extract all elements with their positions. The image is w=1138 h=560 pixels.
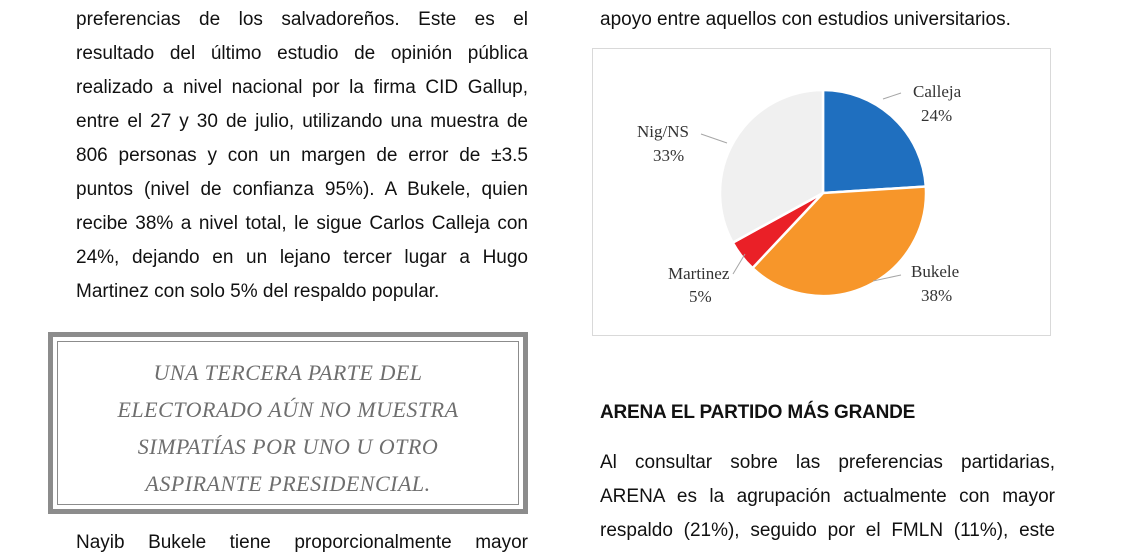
slice-name-label: Nig/NS bbox=[637, 122, 689, 141]
slice-name-label: Calleja bbox=[913, 82, 962, 101]
slice-value-label: 33% bbox=[653, 146, 685, 165]
pull-quote-line: SIMPATÍAS POR UNO U OTRO bbox=[137, 434, 439, 459]
paragraph-line: Nayib Bukele tiene proporcionalmente mayor bbox=[76, 532, 528, 553]
slice-name-label: Bukele bbox=[911, 262, 960, 281]
paragraph-line: 806 personas y con un margen de error de ±3.5 bbox=[76, 145, 528, 166]
pull-quote-line: ELECTORADO AÚN NO MUESTRA bbox=[117, 397, 459, 422]
paragraph-line: resultado del último estudio de opinión pública bbox=[76, 43, 528, 64]
pie-chart-frame bbox=[592, 48, 1051, 336]
paragraph-line: ARENA es la agrupación actualmente con mayor bbox=[600, 486, 1055, 507]
leader-line bbox=[883, 93, 901, 99]
paragraph-line: respaldo (21%), seguido por el FMLN (11%), este bbox=[600, 520, 1055, 541]
paragraph-line: preferencias de los salvadoreños. Este es el bbox=[76, 9, 528, 30]
paragraph-line: 24%, dejando en un lejano tercer lugar a Hugo bbox=[76, 247, 528, 268]
section-heading: ARENA EL PARTIDO MÁS GRANDE bbox=[600, 402, 916, 423]
pie-chart bbox=[593, 49, 1052, 337]
pie-slice-calleja bbox=[823, 90, 926, 193]
paragraph-line: Al consultar sobre las preferencias partidarias, bbox=[600, 452, 1055, 473]
paragraph-line: entre el 27 y 30 de julio, utilizando una muestra de bbox=[76, 111, 528, 132]
leader-line bbox=[733, 254, 745, 274]
leader-line bbox=[701, 134, 727, 143]
slice-value-label: 38% bbox=[921, 286, 953, 305]
pull-quote-box bbox=[48, 332, 528, 514]
pull-quote-line: UNA TERCERA PARTE DEL bbox=[153, 360, 423, 385]
paragraph-line: recibe 38% a nivel total, le sigue Carlos Calleja con bbox=[76, 213, 528, 234]
slice-value-label: 24% bbox=[921, 106, 953, 125]
paragraph-line: Martinez con solo 5% del respaldo popular. bbox=[76, 281, 440, 302]
slice-name-label: Martinez bbox=[668, 264, 730, 283]
pull-quote-inner-border bbox=[57, 341, 519, 505]
paragraph-line: realizado a nivel nacional por la firma CID Gallup, bbox=[76, 77, 528, 98]
slice-value-label: 5% bbox=[689, 287, 712, 306]
pull-quote-line: ASPIRANTE PRESIDENCIAL. bbox=[145, 471, 431, 496]
paragraph-line: puntos (nivel de confianza 95%). A Bukele, quien bbox=[76, 179, 528, 200]
paragraph-line: apoyo entre aquellos con estudios universitarios. bbox=[600, 9, 1011, 30]
